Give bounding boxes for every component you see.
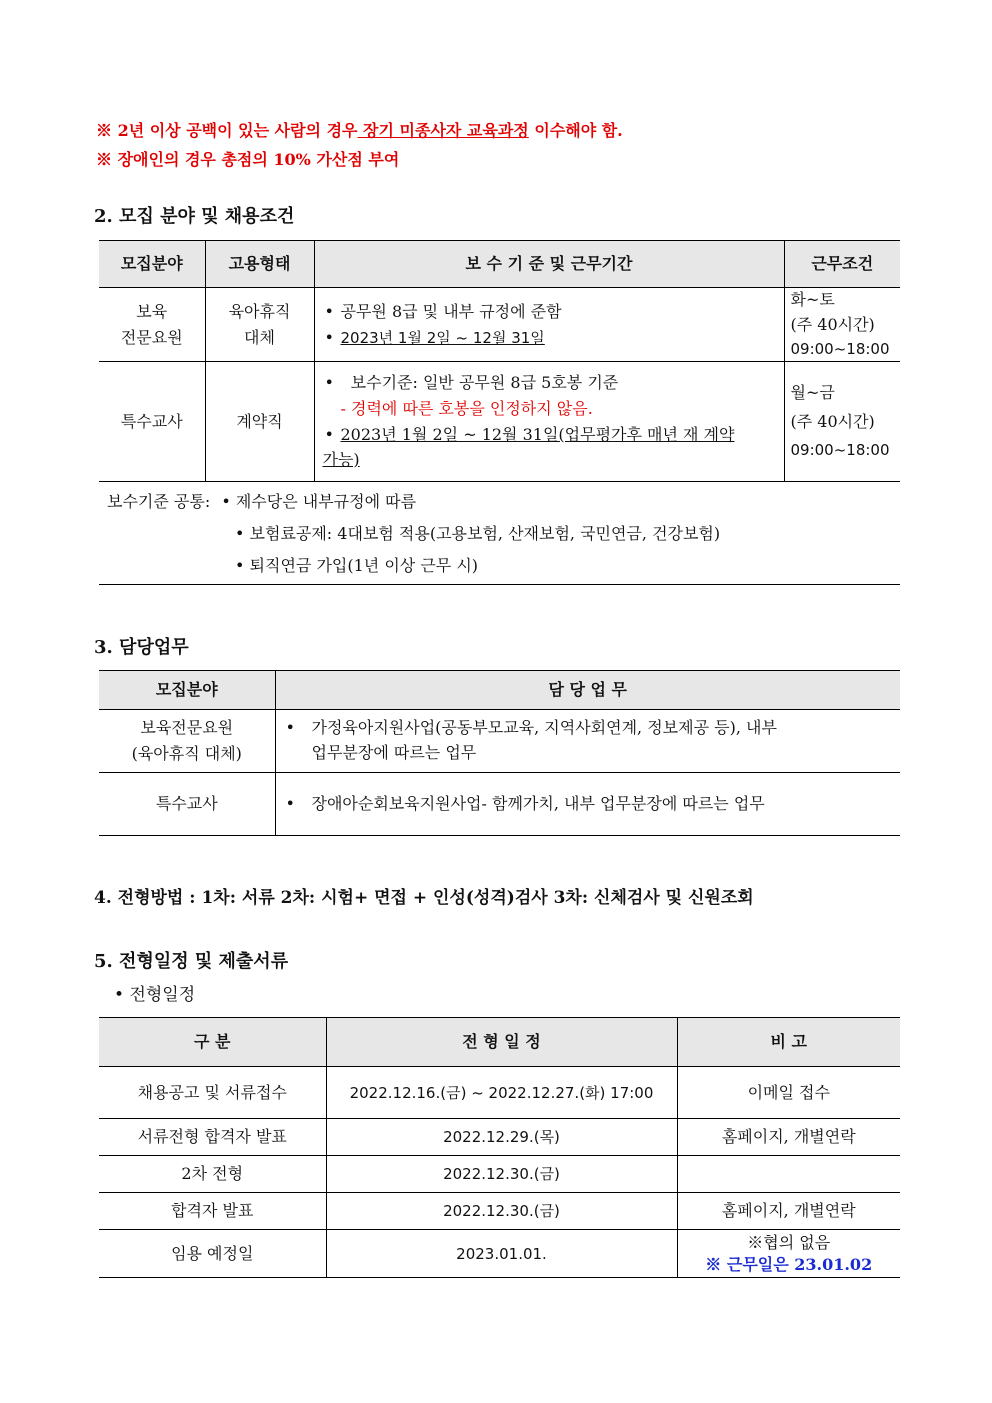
field-line: (육아휴직 대체) — [131, 744, 242, 763]
col-header-type: 고용형태 — [205, 241, 314, 288]
duty-item: • 가정육아지원사업(공동부모교육, 지역사회연계, 정보제공 등), 내부 — [285, 718, 777, 738]
cell-note: 이메일 접수 — [677, 1067, 900, 1119]
common-line: 보수기준 공통: • 제수당은 내부규정에 따름 — [107, 492, 417, 511]
cond-line: (주 40시간) — [790, 412, 875, 431]
table-row — [99, 1230, 900, 1278]
note-gap-experience — [96, 118, 623, 141]
recruit-conditions-table — [99, 240, 900, 585]
section5-sub: • 전형일정 — [114, 985, 196, 1005]
pay-period: 2023년 1월 2일 ~ 12월 31일 — [340, 328, 545, 347]
cell-duty: • 장애아순회보육지원사업- 함께가치, 내부 업무분장에 따르는 업무 — [275, 773, 900, 836]
cell-date: 2022.12.30.(금) — [326, 1156, 677, 1193]
cond-line: 09:00~18:00 — [790, 339, 890, 358]
cell-category: 서류전형 합격자 발표 — [99, 1119, 326, 1156]
table-row — [99, 710, 900, 773]
table-row — [99, 1193, 900, 1230]
duty-text: 장애아순회보육지원사업- 함께가치, 내부 업무분장에 따르는 업무 — [311, 794, 765, 814]
note-disability-bonus: ※ 장애인의 경우 총점의 10% 가산점 부여 — [96, 150, 400, 169]
section3-title: 3. 담당업무 — [94, 637, 189, 658]
cell-duty — [275, 710, 900, 773]
cell-type: 계약직 — [205, 362, 314, 482]
col-header-duty: 담 당 업 무 — [275, 671, 900, 710]
cell-field — [99, 288, 205, 362]
cell-date: 2022.12.30.(금) — [326, 1193, 677, 1230]
table-header-row — [99, 671, 900, 710]
note1-underlined: 장기 미종사자 교육과정 — [357, 121, 529, 140]
cell-condition — [784, 362, 900, 482]
cell-pay — [314, 288, 784, 362]
duties-table — [99, 670, 900, 836]
cond-line: 09:00~18:00 — [790, 440, 890, 459]
field-line: 보육전문요원 — [140, 718, 234, 738]
cell-date: 2023.01.01. — [326, 1230, 677, 1278]
table-row — [99, 1067, 900, 1119]
cell-date: 2022.12.16.(금) ~ 2022.12.27.(화) 17:00 — [326, 1067, 677, 1119]
col-header-field: 모집분야 — [99, 671, 275, 710]
cell-note — [677, 1156, 900, 1193]
pay-item — [319, 370, 784, 396]
section5-sub-label: 전형일정 — [129, 985, 196, 1005]
note-line-workday: ※ 근무일은 23.01.02 — [705, 1254, 873, 1274]
table-row — [99, 288, 900, 362]
cell-category: 2차 전형 — [99, 1156, 326, 1193]
cell-category: 채용공고 및 서류접수 — [99, 1067, 326, 1119]
cell-category: 합격자 발표 — [99, 1193, 326, 1230]
cond-line: 화~토 — [790, 290, 835, 310]
common-item: 퇴직연금 가입(1년 이상 근무 시) — [249, 556, 479, 575]
cond-line: 월~금 — [790, 383, 835, 403]
cell-condition — [784, 288, 900, 362]
section2-title: 2. 모집 분야 및 채용조건 — [94, 206, 295, 227]
col-header-pay: 보 수 기 준 및 근무기간 — [314, 241, 784, 288]
type-line: 육아휴직 — [228, 301, 291, 321]
pay-item — [319, 422, 784, 448]
note1-prefix: ※ 2년 이상 공백이 있는 사람의 경우 — [96, 121, 358, 140]
col-header-field: 모집분야 — [99, 241, 205, 288]
cell-date: 2022.12.29.(목) — [326, 1119, 677, 1156]
table-row — [99, 362, 900, 482]
common-item: 보험료공제: 4대보험 적용(고용보험, 산재보험, 국민연금, 건강보험) — [249, 524, 721, 543]
pay-period-cont: 가능) — [322, 450, 360, 470]
pay-basis: 보수기준: 일반 공무원 8급 5호봉 기준 — [350, 373, 619, 393]
common-label: 보수기준 공통: — [107, 492, 211, 511]
col-header-category: 구 분 — [99, 1018, 326, 1067]
table-row — [99, 1156, 900, 1193]
table-row — [99, 1119, 900, 1156]
type-line: 대체 — [244, 327, 275, 347]
cell-type — [205, 288, 314, 362]
duty-text: 가정육아지원사업(공동부모교육, 지역사회연계, 정보제공 등), 내부 — [311, 718, 777, 738]
cell-note — [677, 1230, 900, 1278]
cell-note: 홈페이지, 개별연락 — [677, 1119, 900, 1156]
col-header-note: 비 고 — [677, 1018, 900, 1067]
section4-title: 4. 전형방법 : 1차: 서류 2차: 시험+ 면접 + 인성(성격)검사 3차: 신체검사 및 신원조회 — [94, 888, 754, 908]
field-line: 전문요원 — [120, 327, 183, 347]
cell-field: 특수교사 — [99, 362, 205, 482]
note1-suffix: 이수해야 함. — [528, 121, 623, 140]
cell-pay — [314, 362, 784, 482]
pay-item: • 공무원 8급 및 내부 규정에 준함 — [319, 299, 784, 325]
pay-note: - 경력에 따른 호봉을 인정하지 않음. — [340, 398, 593, 418]
cond-line: (주 40시간) — [790, 314, 875, 334]
duty-text-cont: 업무분장에 따르는 업무 — [311, 743, 477, 762]
table-header-row — [99, 1018, 900, 1067]
common-pay-row — [99, 482, 900, 585]
cell-field: 특수교사 — [99, 773, 275, 836]
field-line: 보육 — [136, 301, 168, 321]
cell-note: 홈페이지, 개별연락 — [677, 1193, 900, 1230]
pay-period: 2023년 1월 2일 ~ 12월 31일(업무평가후 매년 재 계약 — [340, 424, 735, 444]
note-line: ※협의 없음 — [747, 1232, 831, 1252]
col-header-date: 전 형 일 정 — [326, 1018, 677, 1067]
table-header-row — [99, 241, 900, 288]
schedule-table — [99, 1017, 900, 1278]
pay-item — [319, 325, 784, 351]
common-line: • 보험료공제: 4대보험 적용(고용보험, 산재보험, 국민연금, 건강보험) — [235, 524, 721, 543]
cell-category: 임용 예정일 — [99, 1230, 326, 1278]
section5-title: 5. 전형일정 및 제출서류 — [94, 951, 289, 972]
cell-common-pay — [99, 482, 900, 585]
cell-field — [99, 710, 275, 773]
common-line: • 퇴직연금 가입(1년 이상 근무 시) — [235, 556, 479, 575]
table-row — [99, 773, 900, 836]
col-header-condition: 근무조건 — [784, 241, 900, 288]
common-item: 제수당은 내부규정에 따름 — [235, 492, 417, 511]
